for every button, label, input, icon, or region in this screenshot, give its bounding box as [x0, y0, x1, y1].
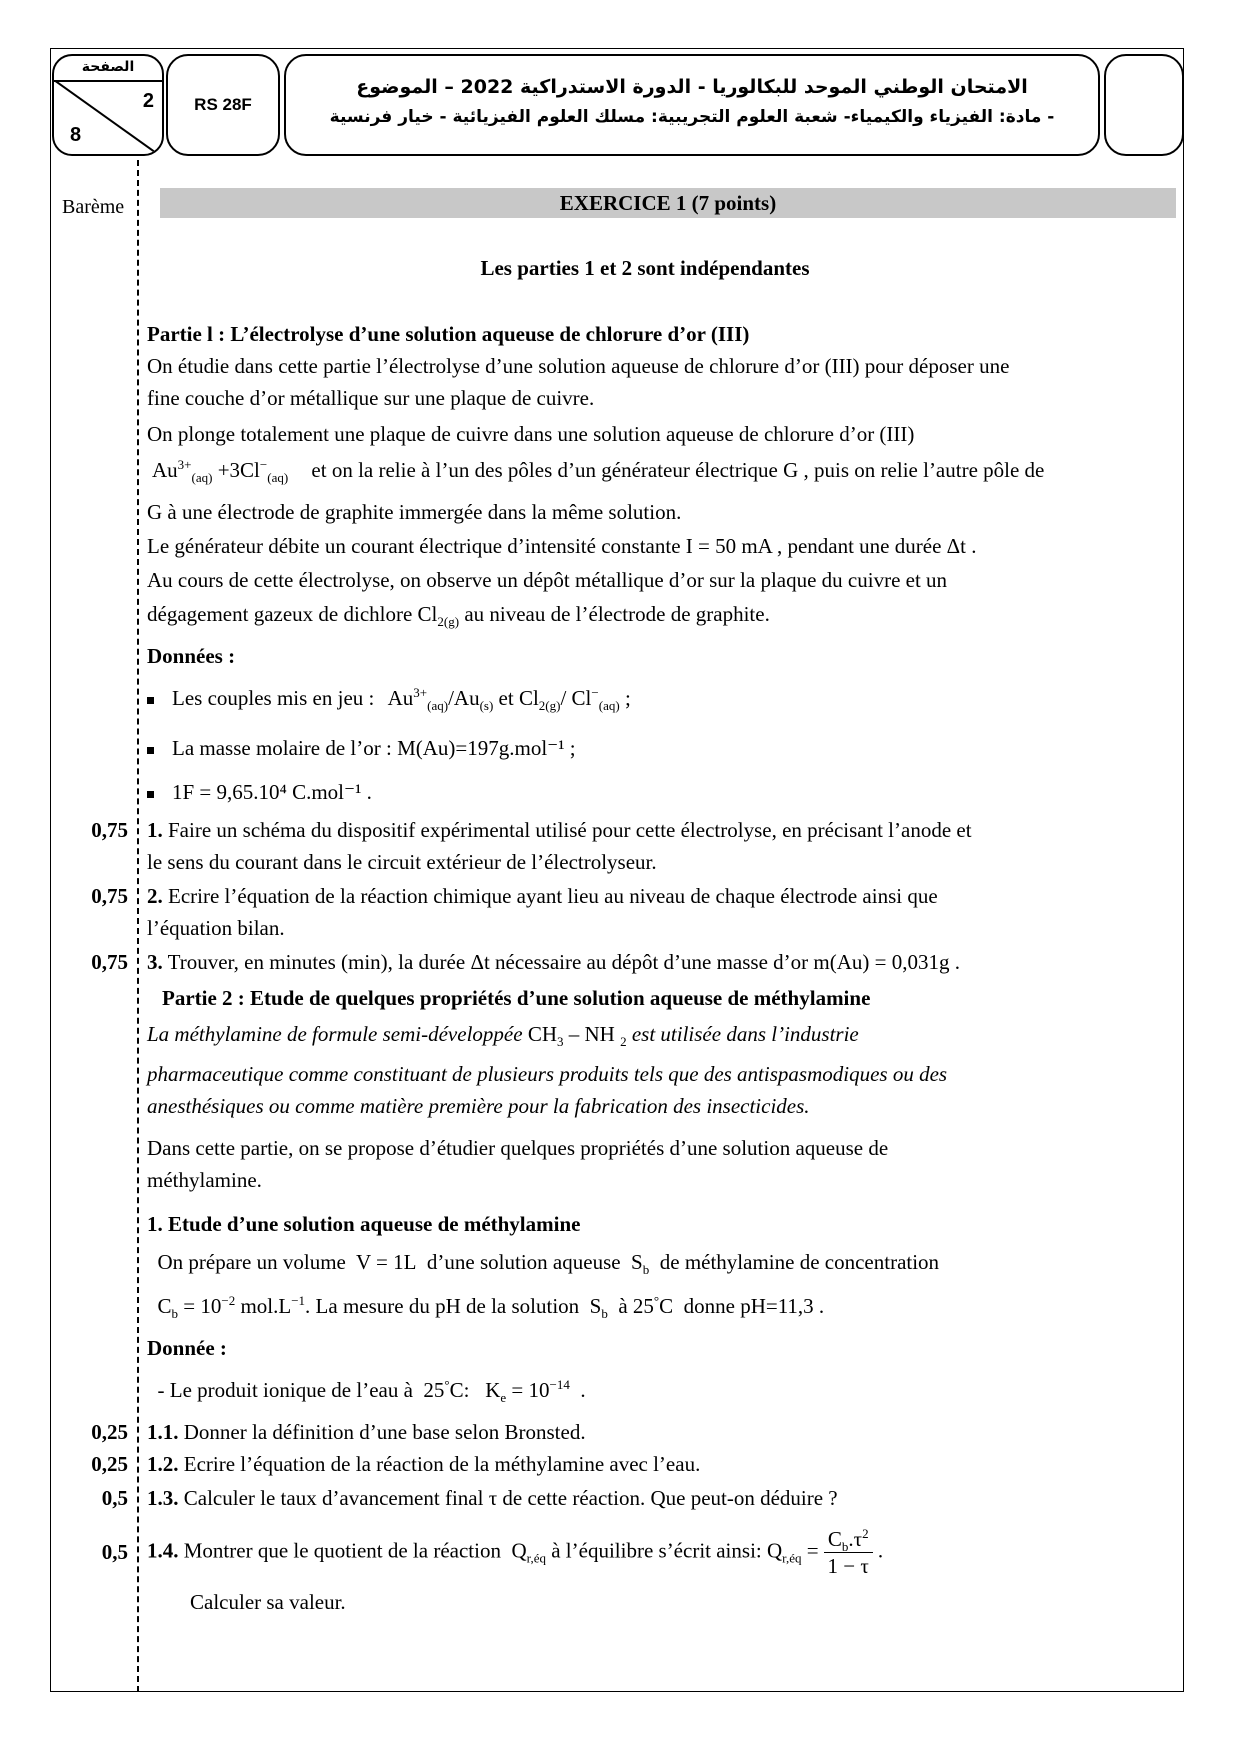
question-1-2 — [147, 1452, 700, 1477]
part1-paragraph-line: Au cours de cette électrolyse, on observe un dépôt métallique d’or sur la plaque du cuivre et un — [147, 568, 948, 592]
question-number: 1.4. — [147, 1538, 179, 1563]
margin-dashed-line — [137, 160, 139, 1692]
part1-formula-line — [152, 457, 1045, 486]
question-number: 3. — [147, 950, 163, 974]
question-points: 0,75 — [91, 818, 128, 842]
data-text: La masse molaire de l’or : M(Au)=197g.mol⁻¹ ; — [172, 736, 576, 760]
bullet-icon — [147, 697, 154, 704]
data-label: Les couples mis en jeu : — [172, 686, 375, 710]
section-1-data-item: - Le produit ionique de l’eau à 25°C: $K_e = 10^{-14}$ . — [147, 1377, 586, 1406]
section-1-data-title: Donnée : — [147, 1336, 227, 1360]
exam-title-line1: الامتحان الوطني الموحد للبكالوريا - الدورة الاستدراكية 2022 – الموضوع — [356, 76, 1028, 98]
exercise-title: EXERCICE 1 (7 points) — [160, 188, 1176, 218]
question-number: 1.2. — [147, 1452, 179, 1476]
part1-paragraph-line: On étudie dans cette partie l’électrolyse d’une solution aqueuse de chlorure d’or (III) pour déposer une — [147, 354, 1010, 378]
part1-text: au niveau de l’électrode de graphite. — [459, 602, 770, 626]
part2-text: La méthylamine de formule semi-développée — [147, 1022, 528, 1046]
couples-formula: $Au^{3+}_{(aq)}/Au_{(s)}$ et $Cl_{2(g)}/$ $Cl^-_{(aq)}$ ; — [387, 685, 631, 714]
question-points: 0,75 — [91, 884, 128, 908]
section-1-title: 1. Etude d’une solution aqueuse de méthylamine — [147, 1212, 581, 1236]
methylamine-formula: $CH_3$ – NH $_2$ — [527, 1022, 627, 1050]
part1-paragraph-line: fine couche d’or métallique sur une plaque de cuivre. — [147, 386, 595, 410]
exam-title-box — [284, 54, 1100, 156]
question-text: Faire un schéma du dispositif expérimental utilisé pour cette électrolyse, en précisant l’anode et — [162, 818, 972, 842]
question-number: 1. — [147, 818, 163, 842]
part2-paragraph-line: méthylamine. — [147, 1168, 262, 1192]
part2-paragraph-line: Dans cette partie, on se propose d’étudier quelques propriétés d’une solution aqueuse de — [147, 1136, 889, 1160]
section-1-line: $C_b = 10^{-2}$ $mol.L^{-1}$. La mesure du pH de la solution $S_b$ à 25°C donne pH=11,3 . — [147, 1293, 825, 1322]
question-points: 0,25 — [91, 1452, 128, 1476]
part1-text: Le générateur débite un courant électrique d’intensité constante — [147, 534, 686, 558]
question-1-1 — [147, 1420, 586, 1445]
question-text: Donner la définition d’une base selon Bronsted. — [178, 1420, 586, 1444]
part1-paragraph-text: et on la relie à l’un des pôles d’un générateur électrique G , puis on relie l’autre pôle de — [311, 458, 1045, 482]
gold-chloride-formula: $Au^{3+}_{(aq)} +3Cl^-_{(aq)}$ — [152, 457, 289, 486]
exam-code: RS 28F — [166, 54, 280, 156]
question-1-line2: le sens du courant dans le circuit extérieur de l’électrolyseur. — [147, 850, 657, 874]
data-item-molar-mass — [147, 736, 576, 761]
part1-data-title: Données : — [147, 644, 236, 668]
page-total: 8 — [70, 124, 82, 146]
question-points: 0,5 — [101, 1540, 128, 1564]
duration-symbol: Δt — [946, 534, 966, 558]
part2-italic-line — [147, 1022, 859, 1050]
question-points: 0,25 — [91, 1420, 128, 1444]
page-number-box — [52, 54, 164, 156]
question-1 — [147, 818, 972, 843]
part1-text: dégagement gazeux de dichlore — [147, 602, 418, 626]
bullet-icon — [147, 747, 154, 754]
page-label: الصفحة — [54, 56, 162, 82]
section-1-line: On prépare un volume V = 1L d’une solution aqueuse $S_b$ de méthylamine de concentration — [147, 1250, 940, 1278]
question-text: Trouver, en minutes (min), la durée Δt nécessaire au dépôt d’une masse d’or m(Au) = 0,031g . — [162, 950, 960, 974]
question-number: 1.3. — [147, 1486, 179, 1510]
intro-text: Les parties 1 et 2 sont indépendantes — [480, 256, 810, 280]
question-1-4: 1.4. Montrer que le quotient de la réaction $Q_{r,éq}$ à l’équilibre s’écrit ainsi: $Q_{r,éq}$ = $\frac{C_b.\tau^2}{1 - \tau}$ . — [147, 1526, 884, 1578]
part2-italic-line: anesthésiques ou comme matière première pour la fabrication des insecticides. — [147, 1094, 810, 1118]
part2-italic-line: pharmaceutique comme constituant de plusieurs produits tels que des antispasmodiques ou des — [147, 1062, 948, 1086]
question-2-line2: l’équation bilan. — [147, 916, 285, 940]
question-number: 2. — [147, 884, 163, 908]
part1-paragraph-line: On plonge totalement une plaque de cuivre dans une solution aqueuse de chlorure d’or (III) — [147, 422, 915, 446]
data-and: et — [498, 686, 514, 710]
data-item-faraday — [147, 780, 372, 805]
part1-text: . — [965, 534, 977, 558]
question-3 — [147, 950, 960, 975]
empty-header-box — [1104, 54, 1184, 156]
part1-text: , pendant une durée — [771, 534, 947, 558]
quotient-formula: $\frac{C_b.\tau^2}{1 - \tau}$ — [824, 1526, 873, 1579]
question-text: Calculer le taux d’avancement final τ de cette réaction. Que peut-on déduire ? — [178, 1486, 838, 1510]
current-value: I = 50 mA — [685, 534, 772, 558]
data-text: 1F = 9,65.10⁴ C.mol⁻¹ . — [172, 780, 372, 804]
part2-text: est utilisée dans l’industrie — [626, 1022, 859, 1046]
question-text: Ecrire l’équation de la réaction de la méthylamine avec l’eau. — [178, 1452, 701, 1476]
data-end: ; — [624, 686, 631, 710]
question-points: 0,5 — [101, 1486, 128, 1510]
part2-title: Partie 2 : Etude de quelques propriétés d’une solution aqueuse de méthylamine — [162, 986, 871, 1010]
question-number: 1.1. — [147, 1420, 179, 1444]
bullet-icon — [147, 791, 154, 798]
question-text: Ecrire l’équation de la réaction chimique ayant lieu au niveau de chaque électrode ainsi que — [162, 884, 938, 908]
part1-title: Partie l : L’électrolyse d’une solution aqueuse de chlorure d’or (III) — [147, 322, 750, 346]
question-1-3 — [147, 1486, 838, 1511]
bareme-label: Barème — [62, 196, 125, 218]
question-2 — [147, 884, 938, 909]
part1-paragraph-line: G à une électrode de graphite immergée dans la même solution. — [147, 500, 682, 524]
data-item-couples — [147, 685, 631, 714]
exam-title-line2: - مادة: الفيزياء والكيمياء- شعبة العلوم التجريبية: مسلك العلوم الفيزيائية - خيار فرنسية — [329, 107, 1055, 127]
question-points: 0,75 — [91, 950, 128, 974]
page-number: 2 — [142, 90, 154, 112]
question-1-4-line2: Calculer sa valeur. — [190, 1590, 346, 1614]
part1-paragraph-line: dégagement gazeux de dichlore $Cl_{2(g)}$ au niveau de l’électrode de graphite. — [147, 602, 770, 630]
part1-paragraph-line — [147, 534, 976, 559]
